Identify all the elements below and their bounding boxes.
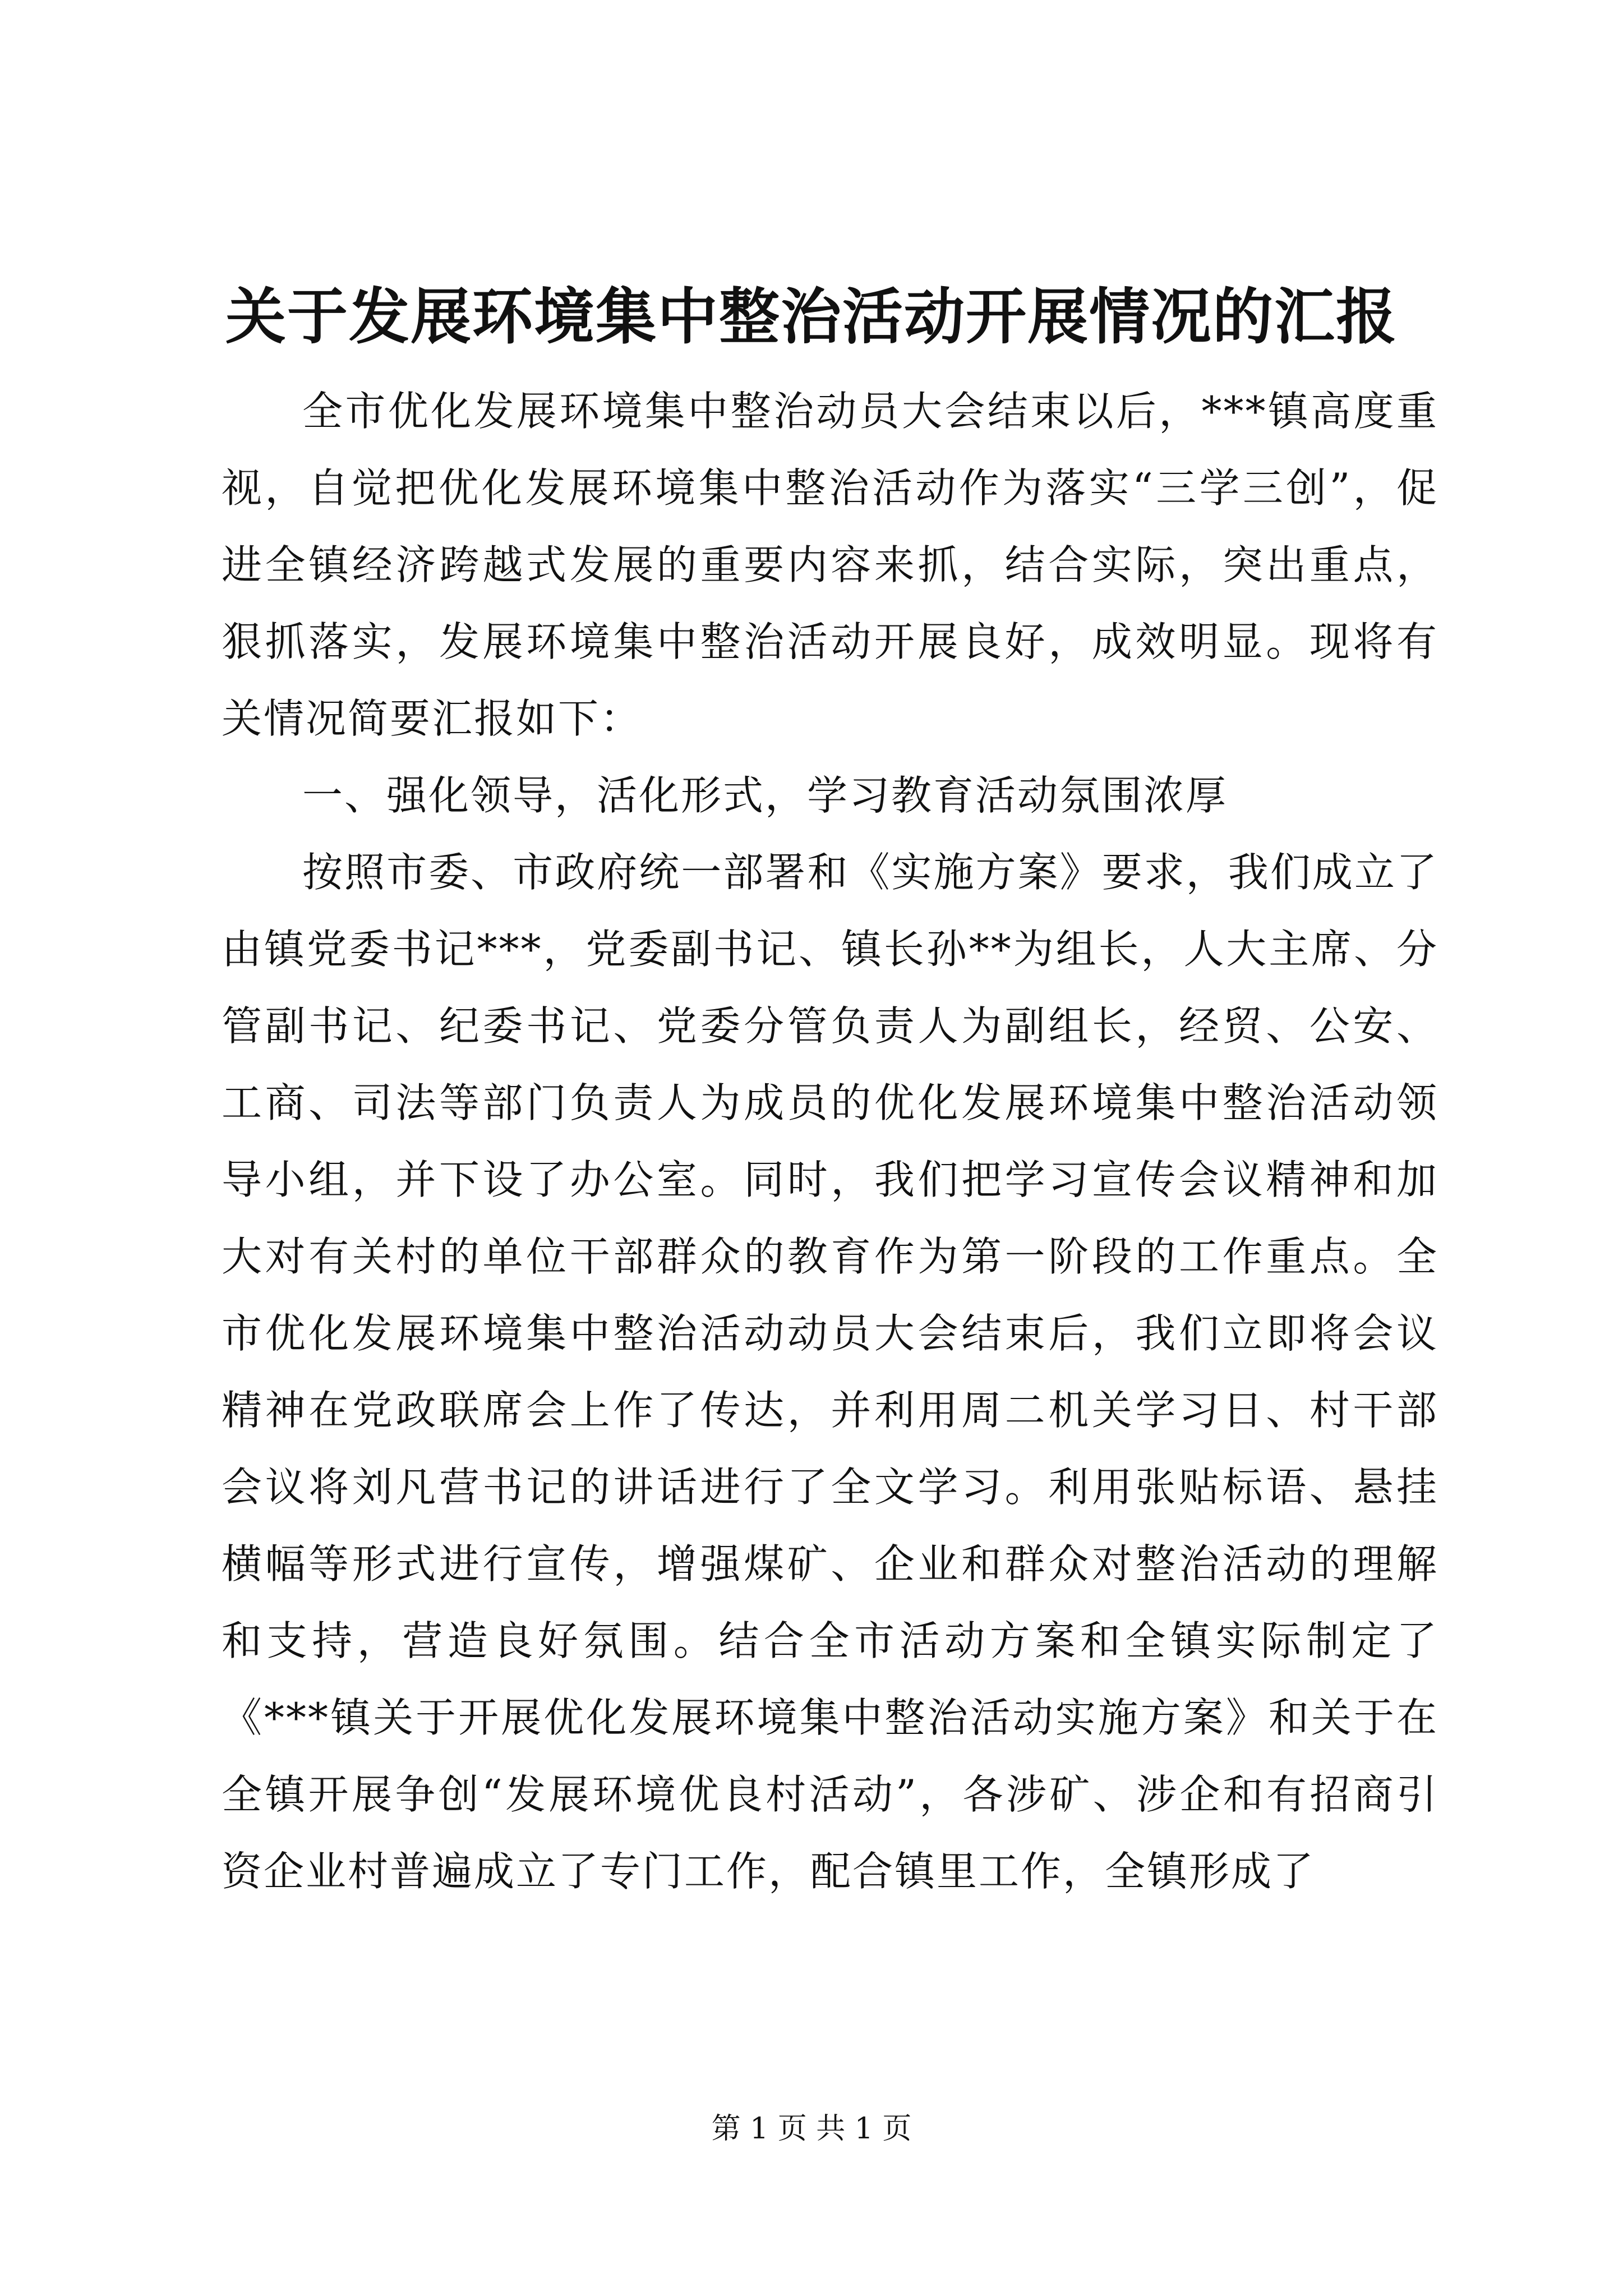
section-heading-1: 一、强化领导，活化形式，学习教育活动氛围浓厚 — [302, 772, 1228, 819]
body-paragraph-2: 按照市委、市政府统一部署和《实施方案》要求，我们成立了由镇党委书记***，党委副书记、镇长孙**为组长，人大主席、分管副书记、纪委书记、党委分管负责人为副组长，经贸、公安、工商、司法等部门负责人为成员的优化发展环境集中整治活动领导小组，并下设了办公室。同时，我们把学习宣传会议精神和加大对有关村的单位干部群众的教育作为第一阶段的工作重点。全市优化发展环境集中整治活动动员大会结束后，我们立即将会议精神在党政联席会上作了传达，并利用周二机关学习日、村干部会议将刘凡营书记的讲话进行了全文学习。利用张贴标语、悬挂横幅等形式进行宣传，增强煤矿、企业和群众对整治活动的理解和支持，营造良好氛围。结合全市活动方案和全镇实际制定了《***镇关于开展优化发展环境集中整治活动实施方案》和关于在全镇开展争创“发展环境优良村活动”，各涉矿、涉企和有招商引资企业村普遍成立了专门工作，配合镇里工作，全镇形成了 — [222, 849, 1438, 1895]
document-body — [222, 373, 1438, 1910]
document-title: 关于发展环境集中整治活动开展情况的汇报 — [225, 282, 1398, 352]
intro-paragraph: 全市优化发展环境集中整治动员大会结束以后，***镇高度重视，自觉把优化发展环境集中整治活动作为落实“三学三创”，促进全镇经济跨越式发展的重要内容来抓，结合实际，突出重点，狠抓落实，发展环境集中整治活动开展良好，成效明显。现将有关情况简要汇报如下： — [222, 388, 1438, 742]
page-footer: 第 1 页 共 1 页 — [711, 2112, 912, 2146]
